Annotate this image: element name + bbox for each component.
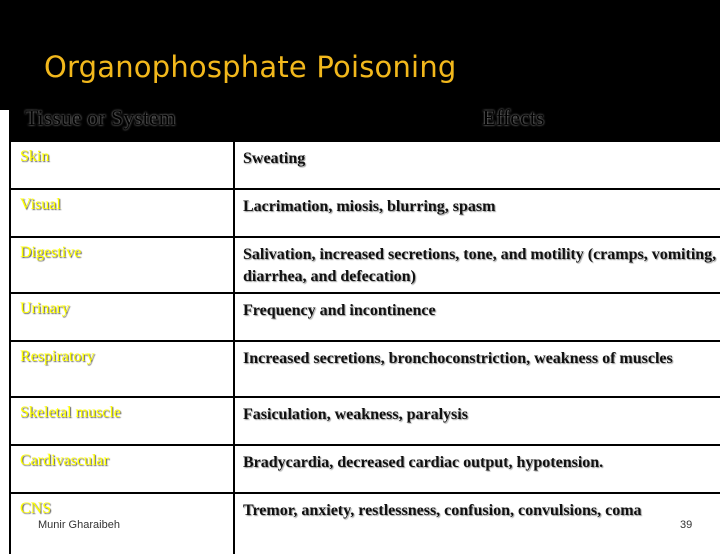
header-tissue: Tissue or System [11, 105, 235, 140]
effects-cell: Tremor, anxiety, restlessness, confusion, convulsions, coma [243, 502, 642, 519]
effects-cell: Increased secretions, bronchoconstriction, weakness of muscles [243, 350, 673, 367]
page-number: 39 [680, 519, 693, 531]
system-cell: CNS [11, 494, 235, 554]
effects-table [9, 104, 720, 554]
system-cell: Respiratory [11, 342, 235, 396]
effects-cell: Bradycardia, decreased cardiac output, hypotension. [243, 454, 604, 471]
slide-title: Organophosphate Poisoning [44, 50, 457, 84]
system-cell: Skeletal muscle [11, 398, 235, 444]
effects-cell: Sweating [243, 150, 306, 167]
system-cell: Visual [11, 190, 235, 236]
system-cell: Urinary [11, 294, 235, 340]
header-effects: Effects [482, 105, 545, 130]
table-row [11, 446, 720, 494]
table-row [11, 294, 720, 342]
table-header-row [11, 105, 720, 142]
system-cell: Digestive [11, 238, 235, 292]
footer-author: Munir Gharaibeh [38, 519, 120, 531]
table-row [11, 142, 720, 190]
table-row [11, 238, 720, 294]
effects-cell: Fasiculation, weakness, paralysis [243, 406, 468, 423]
effects-cell: Salivation, increased secretions, tone, and motility (cramps, vomiting, diarrhea, and defecation) [243, 246, 717, 285]
table-row [11, 190, 720, 238]
effects-cell: Lacrimation, miosis, blurring, spasm [243, 198, 496, 215]
table-row [11, 342, 720, 398]
system-cell: Cardivascular [11, 446, 235, 492]
effects-cell: Frequency and incontinence [243, 302, 436, 319]
system-cell: Skin [11, 142, 235, 188]
table-row [11, 398, 720, 446]
